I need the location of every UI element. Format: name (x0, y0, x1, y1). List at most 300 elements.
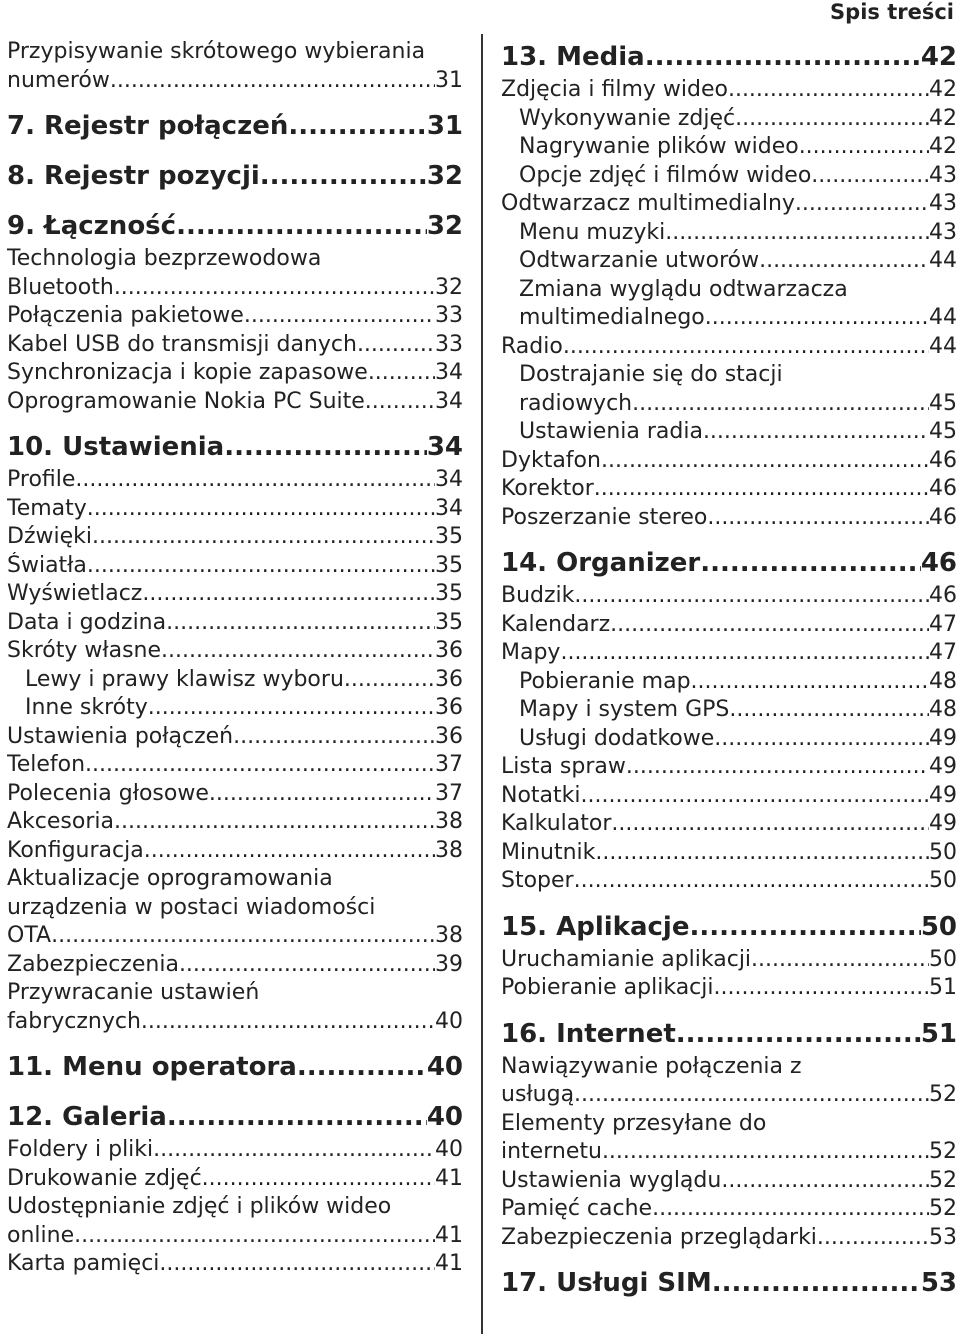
toc-entry-title: Odtwarzanie utworów (519, 248, 760, 273)
toc-entry-title: Kabel USB do transmisji danych (7, 331, 357, 357)
toc-leader-dots (344, 666, 435, 695)
toc-leader-dots (87, 495, 435, 524)
toc-entry-title: 8. Rejestr pozycji (7, 161, 260, 191)
toc-entry-title: Lista spraw (501, 754, 626, 779)
toc-page-number: 43 (929, 191, 957, 216)
toc-leader-dots (75, 466, 435, 495)
toc-chapter (7, 207, 463, 245)
toc-entry (7, 694, 463, 723)
toc-chapter (7, 1098, 463, 1136)
toc-entry (7, 302, 463, 331)
toc-page-number: 31 (435, 67, 463, 93)
toc-entry (501, 946, 957, 975)
toc-entry-title: Światła (7, 552, 87, 578)
toc-page-number: 48 (929, 668, 957, 694)
toc-leader-dots (665, 219, 929, 248)
toc-page-number: 33 (435, 331, 463, 357)
toc-entry (501, 219, 957, 248)
toc-entry-title: urządzenia w postaci wiadomości (7, 894, 376, 920)
toc-page-number: 53 (929, 1224, 957, 1250)
toc-leader-dots (700, 544, 921, 582)
toc-page-number: 42 (929, 105, 957, 131)
toc-entry (7, 1008, 463, 1037)
toc-page-number: 50 (920, 911, 957, 942)
toc-page-number: 50 (929, 946, 957, 972)
toc-entry (501, 639, 957, 668)
toc-page-number: 50 (929, 839, 957, 865)
toc-entry-title: Lewy i prawy klawisz wyboru (25, 666, 344, 692)
toc-entry-title: Uruchamianie aplikacji (501, 946, 752, 972)
toc-entry (501, 810, 957, 839)
toc-leader-dots (85, 751, 435, 780)
toc-entry (7, 466, 463, 495)
toc-entry-title: Opcje zdjęć i filmów wideo (519, 162, 812, 188)
toc-leader-dots (676, 1015, 921, 1053)
toc-page-number: 42 (929, 134, 957, 159)
toc-entry-title: Profile (7, 467, 76, 492)
toc-leader-dots (224, 428, 427, 466)
toc-page-number: 34 (435, 495, 463, 521)
toc-leader-dots (705, 304, 929, 333)
toc-leader-dots (574, 1081, 929, 1110)
toc-entry (501, 361, 957, 390)
toc-leader-dots (161, 637, 435, 666)
toc-leader-dots (626, 753, 929, 782)
toc-page-number: 48 (929, 697, 957, 722)
toc-entry-title: Wyświetlacz (7, 581, 143, 606)
toc-entry-title: Ustawienia radia (519, 419, 703, 444)
toc-page-number: 32 (426, 211, 463, 241)
toc-page-number: 51 (929, 975, 957, 1000)
toc-entry (501, 611, 957, 640)
toc-entry-title: Foldery i pliki (7, 1137, 154, 1162)
toc-entry (501, 725, 957, 754)
toc-leader-dots (167, 1098, 427, 1136)
toc-page-number: 45 (929, 419, 957, 444)
toc-entry-title: Data i godzina (7, 609, 167, 635)
toc-entry (7, 580, 463, 609)
toc-page-number: 42 (920, 42, 957, 72)
toc-page-number: 36 (435, 638, 463, 663)
toc-leader-dots (297, 1048, 427, 1086)
toc-page-number: 43 (929, 219, 957, 245)
toc-entry-title: 10. Ustawienia (7, 432, 225, 462)
toc-entry (7, 274, 463, 303)
toc-entry-title: Radio (501, 333, 563, 359)
toc-entry-title: Ustawienia wyglądu (501, 1167, 722, 1193)
toc-page-number: 37 (435, 780, 463, 806)
toc-leader-dots (179, 951, 435, 980)
toc-entry (7, 865, 463, 894)
toc-leader-dots (51, 922, 435, 951)
toc-entry (501, 105, 957, 134)
toc-leader-dots (652, 1195, 929, 1224)
toc-leader-dots (166, 609, 435, 638)
toc-entry-title: Karta pamięci (7, 1251, 160, 1276)
toc-entry (7, 637, 463, 666)
toc-entry (501, 133, 957, 162)
toc-entry-title: 14. Organizer (501, 548, 701, 578)
toc-entry-title: Zmiana wyglądu odtwarzacza (519, 276, 848, 302)
toc-entry (501, 247, 957, 276)
toc-entry (7, 780, 463, 809)
toc-entry (7, 609, 463, 638)
toc-entry-title: Przywracanie ustawień (7, 980, 260, 1005)
toc-entry-title: Odtwarzacz multimedialny (501, 191, 795, 216)
toc-chapter (7, 107, 463, 145)
toc-entry-title: Notatki (501, 782, 581, 808)
toc-leader-dots (560, 639, 929, 668)
toc-leader-dots (148, 694, 435, 723)
toc-page-number: 38 (435, 809, 463, 834)
toc-entry-title: internetu (501, 1139, 602, 1164)
toc-entry-title: Nagrywanie plików wideo (519, 134, 799, 159)
toc-leader-dots (795, 190, 929, 219)
toc-page-number: 35 (435, 581, 463, 606)
toc-entry (501, 753, 957, 782)
toc-page-number: 36 (435, 695, 463, 720)
toc-leader-dots (114, 808, 435, 837)
toc-entry-title: Akcesoria (7, 809, 114, 834)
toc-entry (501, 162, 957, 191)
toc-entry-title: Usługi dodatkowe (519, 725, 715, 751)
toc-leader-dots (288, 107, 426, 145)
toc-leader-dots (260, 157, 427, 195)
toc-entry (7, 979, 463, 1008)
toc-entry-title: Pobieranie aplikacji (501, 975, 714, 1000)
toc-page-number: 31 (426, 111, 463, 141)
toc-entry (7, 1222, 463, 1251)
toc-entry-title: Dostrajanie się do stacji (519, 362, 783, 387)
toc-entry (7, 331, 463, 360)
toc-page-number: 47 (929, 611, 957, 637)
toc-chapter (7, 428, 463, 466)
toc-entry (501, 1081, 957, 1110)
toc-entry (7, 38, 463, 67)
toc-page-number: 32 (435, 274, 463, 300)
toc-page-number: 33 (435, 303, 463, 328)
toc-leader-dots (110, 67, 435, 96)
toc-entry-title: Kalendarz (501, 611, 611, 637)
toc-leader-dots (144, 837, 435, 866)
toc-leader-dots (728, 76, 929, 105)
toc-chapter (7, 1048, 463, 1086)
toc-page-number: 51 (920, 1018, 957, 1049)
toc-entry-title: Dźwięki (7, 524, 92, 549)
toc-entry-title: 12. Galeria (7, 1102, 167, 1132)
toc-leader-dots (365, 388, 435, 417)
toc-entry (7, 359, 463, 388)
toc-entry-title: Aktualizacje oprogramowania (7, 866, 333, 891)
toc-entry-title: Tematy (7, 495, 87, 521)
toc-entry-title: Synchronizacja i kopie zapasowe (7, 360, 368, 385)
toc-entry (501, 475, 957, 504)
toc-entry-title: 11. Menu operatora (7, 1052, 297, 1082)
toc-entry-title: Dyktafon (501, 447, 601, 473)
toc-chapter (501, 38, 957, 76)
toc-leader-dots (141, 1008, 435, 1037)
toc-page-number: 46 (929, 447, 957, 473)
toc-chapter (7, 157, 463, 195)
toc-page-number: 40 (426, 1052, 463, 1082)
toc-leader-dots (581, 782, 929, 811)
toc-entry-title: 15. Aplikacje (501, 911, 690, 942)
toc-page-number: 34 (426, 432, 463, 462)
toc-entry (7, 1136, 463, 1165)
toc-page-number: 34 (435, 360, 463, 385)
toc-page-number: 49 (929, 782, 957, 808)
toc-page-number: 44 (929, 248, 957, 273)
toc-entry-title: online (7, 1222, 75, 1248)
toc-entry-title: 17. Usługi SIM (501, 1268, 712, 1298)
toc-entry-title: Telefon (7, 752, 86, 777)
toc-leader-dots (611, 810, 929, 839)
toc-page-number: 36 (435, 666, 463, 692)
toc-page-number: 52 (929, 1139, 957, 1164)
toc-leader-dots (114, 274, 435, 303)
toc-entry (7, 837, 463, 866)
toc-leader-dots (729, 696, 929, 725)
toc-page-number: 52 (929, 1196, 957, 1221)
toc-page-number: 39 (435, 951, 463, 977)
toc-page-number: 38 (435, 923, 463, 948)
toc-leader-dots (714, 974, 930, 1003)
toc-leader-dots (799, 133, 929, 162)
toc-entry (501, 304, 957, 333)
toc-leader-dots (74, 1222, 435, 1251)
toc-entry-title: Udostępnianie zdjęć i plików wideo (7, 1194, 392, 1219)
toc-entry-title: radiowych (519, 390, 633, 416)
toc-entry (501, 418, 957, 447)
toc-leader-dots (574, 867, 929, 896)
toc-entry-title: Mapy i system GPS (519, 697, 730, 722)
toc-page-number: 34 (435, 388, 463, 414)
toc-entry (501, 782, 957, 811)
toc-page-number: 35 (435, 524, 463, 549)
toc-page-number: 49 (929, 754, 957, 779)
toc-entry (501, 1224, 957, 1253)
toc-entry-title: Drukowanie zdjęć (7, 1165, 202, 1191)
column-divider (481, 34, 483, 1334)
toc-entry (501, 1167, 957, 1196)
toc-page-number: 42 (929, 77, 957, 102)
toc-entry (7, 723, 463, 752)
toc-page-number: 38 (435, 837, 463, 863)
toc-page-number: 36 (435, 723, 463, 749)
toc-leader-dots (209, 780, 435, 809)
toc-entry (501, 276, 957, 305)
toc-leader-dots (712, 1264, 921, 1302)
toc-entry-title: Nawiązywanie połączenia z (501, 1053, 802, 1079)
toc-leader-dots (176, 207, 427, 245)
toc-entry-title: Połączenia pakietowe (7, 303, 244, 328)
toc-leader-dots (811, 162, 929, 191)
toc-entry-title: Inne skróty (25, 695, 148, 720)
toc-page-number: 40 (426, 1102, 463, 1132)
toc-page-number: 50 (929, 868, 957, 893)
toc-entry (501, 1138, 957, 1167)
toc-leader-dots (707, 504, 929, 533)
toc-leader-dots (233, 723, 435, 752)
toc-page-number: 52 (929, 1167, 957, 1193)
toc-page-number: 32 (426, 161, 463, 191)
toc-entry (501, 190, 957, 219)
toc-entry-title: Stoper (501, 868, 574, 893)
toc-chapter (501, 1015, 957, 1053)
toc-leader-dots (817, 1224, 929, 1253)
toc-left-column (7, 38, 463, 1279)
toc-leader-dots (645, 38, 921, 76)
toc-entry (7, 245, 463, 274)
toc-entry-title: Polecenia głosowe (7, 780, 209, 806)
toc-entry-title: Korektor (501, 476, 594, 501)
toc-page-number: 44 (929, 333, 957, 359)
toc-page-number: 47 (929, 640, 957, 665)
toc-leader-dots (87, 552, 435, 581)
toc-entry (7, 894, 463, 923)
toc-entry (7, 1250, 463, 1279)
toc-page-number: 52 (929, 1082, 957, 1107)
toc-entry-title: Poszerzanie stereo (501, 504, 708, 530)
toc-leader-dots (751, 946, 929, 975)
toc-chapter (501, 908, 957, 946)
toc-entry-title: Technologia bezprzewodowa (7, 246, 322, 271)
toc-leader-dots (721, 1167, 929, 1196)
toc-entry-title: Pobieranie map (519, 668, 691, 694)
toc-entry (7, 1193, 463, 1222)
toc-entry-title: numerów (7, 67, 110, 93)
toc-entry (7, 552, 463, 581)
toc-entry (7, 388, 463, 417)
toc-entry-title: OTA (7, 923, 52, 948)
toc-leader-dots (735, 105, 929, 134)
toc-entry-title: 9. Łączność (7, 211, 177, 241)
toc-entry-title: Zabezpieczenia (7, 951, 179, 977)
page-header: Spis treści (830, 0, 954, 24)
toc-page-number: 35 (435, 609, 463, 635)
toc-entry (501, 696, 957, 725)
toc-chapter (501, 544, 957, 582)
toc-page-number: 41 (435, 1165, 463, 1191)
toc-entry-title: Skróty własne (7, 638, 162, 663)
toc-entry-title: 16. Internet (501, 1018, 676, 1049)
toc-entry (7, 751, 463, 780)
toc-entry (501, 668, 957, 697)
toc-entry-title: Menu muzyki (519, 219, 666, 245)
toc-page-number: 34 (435, 467, 463, 492)
toc-entry (501, 582, 957, 611)
toc-entry-title: Minutnik (501, 839, 596, 865)
toc-entry (501, 974, 957, 1003)
toc-page-number: 45 (929, 390, 957, 416)
toc-page-number: 40 (435, 1137, 463, 1162)
toc-entry-title: usługą (501, 1082, 575, 1107)
toc-leader-dots (595, 839, 929, 868)
toc-entry (501, 76, 957, 105)
toc-page-number: 41 (435, 1222, 463, 1248)
toc-leader-dots (602, 1138, 929, 1167)
toc-leader-dots (159, 1250, 435, 1279)
toc-leader-dots (601, 447, 929, 476)
toc-entry-title: Wykonywanie zdjęć (519, 105, 736, 131)
toc-entry (7, 666, 463, 695)
toc-page-number: 46 (920, 548, 957, 578)
toc-page-number: 49 (929, 725, 957, 751)
toc-entry-title: 13. Media (501, 42, 645, 72)
toc-entry (7, 523, 463, 552)
toc-entry-title: Konfiguracja (7, 837, 144, 863)
toc-leader-dots (368, 359, 435, 388)
toc-entry-title: Ustawienia połączeń (7, 723, 234, 749)
toc-entry-title: fabrycznych (7, 1008, 141, 1034)
toc-leader-dots (691, 668, 929, 697)
toc-leader-dots (714, 725, 929, 754)
toc-entry-title: Mapy (501, 640, 561, 665)
toc-entry (7, 495, 463, 524)
toc-entry-title: Bluetooth (7, 274, 114, 300)
toc-entry (7, 67, 463, 96)
toc-page-number: 46 (929, 476, 957, 501)
toc-entry-title: Przypisywanie skrótowego wybierania (7, 39, 426, 64)
toc-entry (501, 1110, 957, 1139)
toc-leader-dots (153, 1136, 435, 1165)
toc-leader-dots (244, 302, 435, 331)
toc-leader-dots (610, 611, 929, 640)
toc-leader-dots (759, 247, 929, 276)
toc-page-number: 41 (435, 1251, 463, 1276)
toc-entry-title: Kalkulator (501, 811, 612, 836)
toc-page-number: 49 (929, 811, 957, 836)
toc-page-number: 46 (929, 504, 957, 530)
toc-entry (501, 447, 957, 476)
toc-page-number: 53 (920, 1268, 957, 1298)
toc-entry (7, 1165, 463, 1194)
toc-entry-title: Elementy przesyłane do (501, 1110, 767, 1136)
toc-entry-title: Budzik (501, 583, 575, 608)
toc-entry (501, 839, 957, 868)
toc-leader-dots (92, 523, 435, 552)
toc-leader-dots (574, 582, 929, 611)
toc-entry (7, 951, 463, 980)
toc-leader-dots (689, 908, 920, 946)
toc-right-column (501, 38, 957, 1302)
toc-entry-title: Oprogramowanie Nokia PC Suite (7, 388, 365, 414)
toc-page-number: 37 (435, 752, 463, 777)
toc-leader-dots (594, 475, 929, 504)
toc-page-number: 43 (929, 162, 957, 188)
toc-page-number: 44 (929, 305, 957, 330)
toc-entry-title: Pamięć cache (501, 1196, 653, 1221)
toc-entry-title: Zabezpieczenia przeglądarki (501, 1224, 817, 1250)
toc-leader-dots (357, 331, 435, 360)
toc-chapter (501, 1264, 957, 1302)
toc-leader-dots (142, 580, 435, 609)
toc-entry (501, 390, 957, 419)
toc-entry (501, 1195, 957, 1224)
toc-entry-title: 7. Rejestr połączeń (7, 111, 289, 141)
toc-leader-dots (202, 1165, 435, 1194)
toc-page-number: 40 (435, 1008, 463, 1034)
toc-entry (7, 808, 463, 837)
toc-entry-title: multimedialnego (519, 305, 705, 330)
toc-entry-title: Zdjęcia i filmy wideo (501, 77, 728, 102)
toc-leader-dots (703, 418, 929, 447)
toc-entry (501, 333, 957, 362)
toc-page-number: 35 (435, 552, 463, 578)
toc-entry (7, 922, 463, 951)
toc-entry (501, 1053, 957, 1082)
toc-leader-dots (632, 390, 929, 419)
